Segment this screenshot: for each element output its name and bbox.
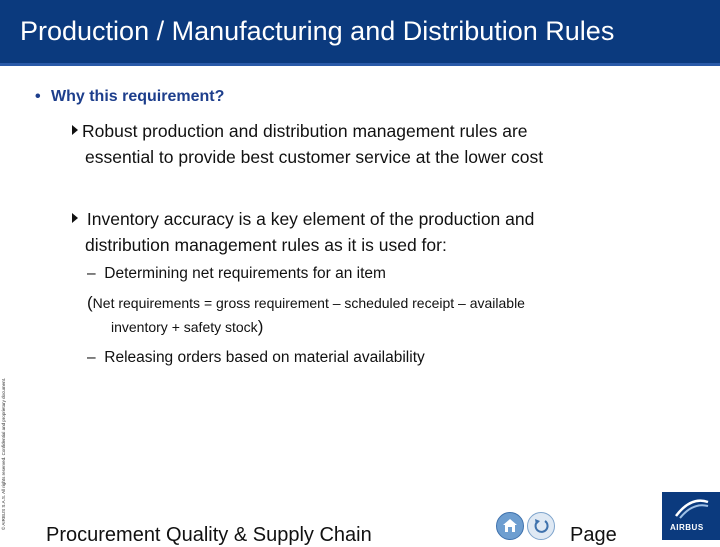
bullet-line: essential to provide best customer service at the lower cost	[85, 147, 544, 167]
close-paren: )	[257, 317, 264, 336]
page-label: Page	[570, 524, 617, 546]
home-icon[interactable]	[496, 512, 524, 540]
logo-text: AIRBUS	[670, 523, 704, 532]
sub-bullet-text: Releasing orders based on material availability	[104, 349, 425, 366]
bullet-item	[70, 118, 670, 170]
slide-title: Production / Manufacturing and Distribution Rules	[20, 16, 615, 46]
logo-swoosh-icon	[662, 492, 720, 522]
title-bar	[0, 0, 720, 66]
bullet-item	[70, 206, 670, 258]
copyright-note: © AIRBUS S.A.S. All rights reserved. Confidential and proprietary document.	[1, 377, 6, 530]
footer-text: Procurement Quality & Supply Chain	[46, 524, 372, 546]
bullet-arrow-icon	[72, 125, 78, 135]
title-stripe	[0, 63, 720, 66]
formula-line: Net requirements = gross requirement – scheduled receipt – available	[92, 295, 525, 311]
airbus-logo	[662, 492, 720, 540]
formula-block	[87, 293, 525, 336]
bullet-dot-icon: •	[35, 88, 41, 105]
heading-text: Why this requirement?	[51, 88, 225, 105]
dash-icon: –	[87, 265, 96, 282]
bullet-arrow-icon	[72, 213, 78, 223]
bullet-line: distribution management rules as it is used for:	[85, 235, 447, 255]
formula-line: inventory + safety stock	[111, 319, 258, 335]
bullet-line: Inventory accuracy is a key element of the production and	[86, 209, 535, 229]
bullet-line: Robust production and distribution management rules are	[82, 121, 528, 141]
dash-icon: –	[87, 349, 96, 366]
open-paren: (	[87, 293, 93, 312]
back-icon[interactable]	[527, 512, 555, 540]
sub-bullet-text: Determining net requirements for an item	[104, 265, 386, 282]
heading-bullet	[35, 88, 224, 106]
sub-bullet	[87, 349, 425, 367]
sub-bullet	[87, 265, 386, 283]
